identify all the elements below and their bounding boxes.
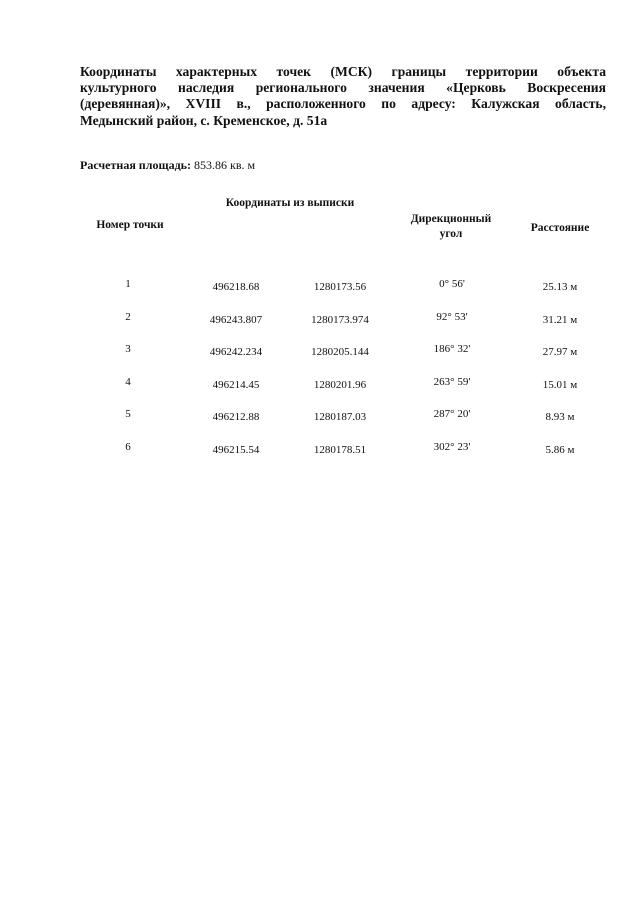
y-coordinate-cell: 1280201.96 — [313, 378, 367, 391]
x-coordinate-cell: 496215.54 — [212, 444, 260, 456]
area-value: 853.86 кв. м — [194, 158, 256, 172]
x-coordinate-cell: 496212.88 — [212, 411, 260, 424]
direction-angle-cell: 92° 53' — [436, 310, 468, 323]
title-line: Координаты характерных точек (МСК) границы территории объекта — [80, 64, 606, 79]
point-number-cell: 6 — [125, 441, 131, 453]
distance-cell: 25.13 м — [542, 281, 578, 293]
direction-angle-cell: 302° 23' — [433, 441, 471, 453]
direction-angle-cell: 263° 59' — [433, 375, 471, 388]
document-title — [80, 64, 606, 129]
direction-angle-cell: 186° 32' — [433, 343, 471, 356]
calculated-area — [80, 158, 255, 173]
distance-cell: 5.86 м — [545, 444, 575, 456]
point-number-cell: 4 — [125, 375, 131, 388]
y-coordinate-cell: 1280173.974 — [311, 313, 369, 326]
distance-cell: 15.01 м — [542, 378, 578, 391]
x-coordinate-cell: 496243.807 — [209, 313, 263, 326]
title-line: (деревянная)», XVIII в., расположенного по адресу: Калужская область, — [80, 96, 606, 112]
header-point-number: Номер точки — [96, 219, 164, 231]
point-number-cell: 5 — [125, 408, 131, 421]
direction-angle-cell: 287° 20' — [433, 408, 471, 421]
title-line: культурного наследия регионального значения «Церковь Воскресения — [80, 80, 606, 96]
x-coordinate-cell: 496214.45 — [212, 378, 260, 391]
header-coordinates: Координаты из выписки — [225, 197, 355, 209]
direction-angle-cell: 0° 56' — [439, 278, 465, 290]
header-angle-line2: угол — [439, 228, 463, 240]
distance-cell: 8.93 м — [545, 411, 575, 424]
y-coordinate-cell: 1280173.56 — [313, 281, 367, 293]
header-angle-line1: Дирекционный — [410, 213, 492, 225]
header-distance: Расстояние — [530, 222, 590, 234]
distance-cell: 31.21 м — [542, 313, 578, 326]
x-coordinate-cell: 496218.68 — [212, 281, 260, 293]
y-coordinate-cell: 1280178.51 — [313, 444, 367, 456]
point-number-cell: 3 — [125, 343, 131, 356]
x-coordinate-cell: 496242.234 — [209, 346, 263, 359]
area-label: Расчетная площадь: — [80, 158, 191, 172]
point-number-cell: 1 — [125, 278, 131, 290]
y-coordinate-cell: 1280205.144 — [311, 346, 369, 359]
header-angle — [396, 212, 506, 242]
title-line: Медынский район, с. Кременское, д. 51а — [80, 112, 328, 128]
y-coordinate-cell: 1280187.03 — [313, 411, 367, 424]
distance-cell: 27.97 м — [542, 346, 578, 359]
point-number-cell: 2 — [125, 310, 131, 323]
